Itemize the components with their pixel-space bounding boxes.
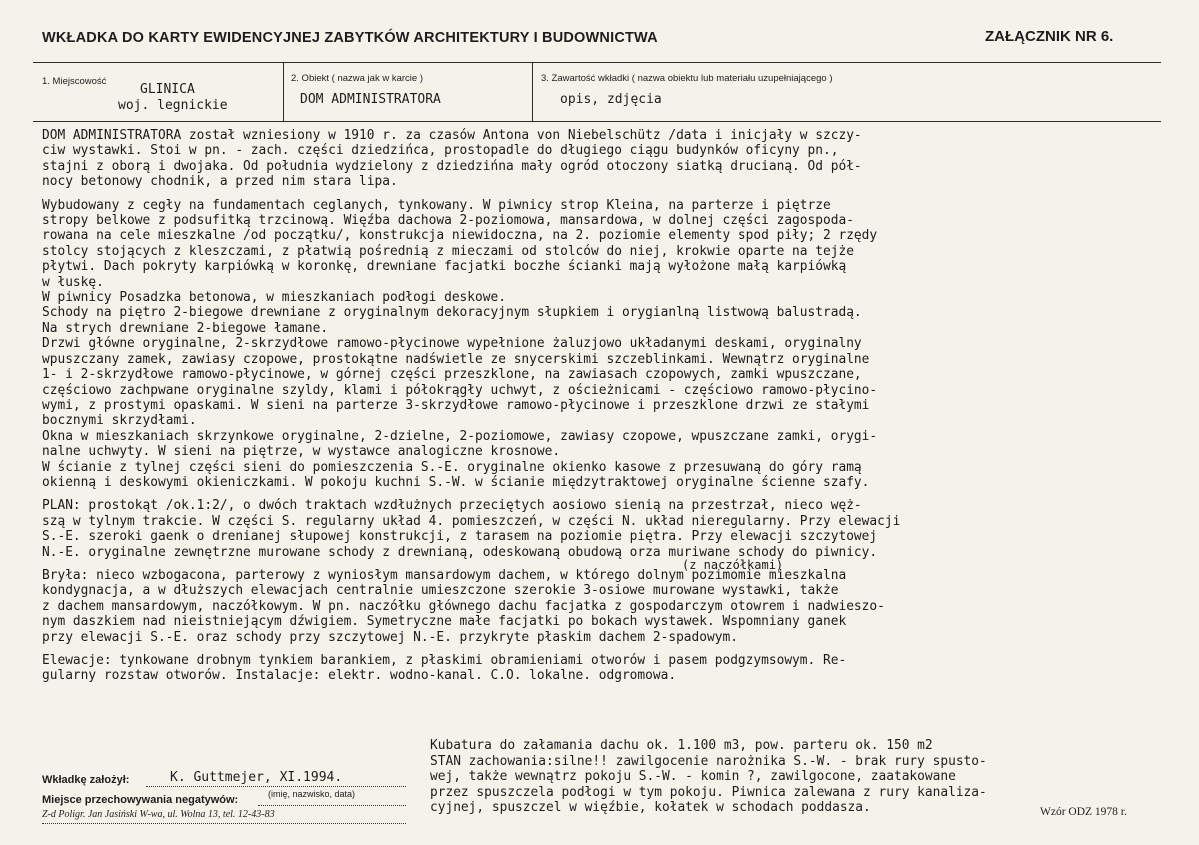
- body-line: z dachem mansardowym, naczółkowym. W pn. naczółku głównego dachu facjatka z gospodarczym otowrem i nadwieszo-: [42, 598, 885, 614]
- body-line: kondygnacja, a w dłuższych elewacjach centralnie umieszczone szerokie 3-osiowe murowane wystawki, także: [42, 583, 839, 599]
- body-line: przy elewacji S.-E. oraz schody przy szczytowej N.-E. przykryte płaskim dachem 2-spadowym.: [42, 629, 738, 645]
- contents-label: 3. Zawartość wkładki ( nazwa obiektu lub materiału uzupełniającego ): [541, 73, 833, 84]
- object-value: DOM ADMINISTRATORA: [300, 92, 441, 107]
- body-line: PLAN: prostokąt /ok.1:2/, o dwóch traktach wzdłużnych przeciętych aosiowo sienią na przestrzał, nieco węż-: [42, 498, 862, 514]
- body-line: stajni z oborą i dwojaka. Od południa wydzielony z dziedzińna mały ogród otoczony siatką drucianą. Od pół-: [42, 158, 862, 174]
- body-line: DOM ADMINISTRATORA został wzniesiony w 1910 r. za czasów Antona von Niebelschütz /data i inicjały w szczy-: [42, 128, 862, 143]
- body-line: wymi, z prostymi opaskami. W sieni na parterze 3-skrzydłowe ramowo-płycinowe i przeszklone drzwi ze stałymi: [42, 397, 870, 413]
- annex-number: ZAŁĄCZNIK NR 6.: [985, 28, 1114, 45]
- paragraph-massing: [42, 557, 900, 645]
- compiled-by-label: Wkładkę założył:: [42, 774, 130, 786]
- condition-line: STAN zachowania:silne!! zawilgocenie narożnika S.-W. - brak rury spusto-: [430, 754, 987, 769]
- compiled-by-value: K. Guttmejer, XI.1994.: [170, 770, 343, 785]
- body-line: okienną i deskowymi okieniczkami. W pokoju kuchni S.-W. w ścianie międzytraktowej oryginalne ścienne szafy.: [42, 474, 870, 490]
- body-line: Elewacje: tynkowane drobnym tynkiem barankiem, z płaskimi obramieniami otworów i pasem podgzymsowym. Re-: [42, 653, 847, 668]
- form-title: WKŁADKA DO KARTY EWIDENCYJNEJ ZABYTKÓW ARCHITEKTURY I BUDOWNICTWA: [42, 30, 658, 46]
- paragraph-history: [42, 128, 900, 190]
- body-line: płytwi. Dach pokryty karpiówką w koronkę, drewniane facjatki boczhe ścianki mają wyłożone małą karpiówką: [42, 259, 847, 275]
- paragraph-construction: [42, 198, 900, 491]
- body-line: bocznymi skrzydłami.: [42, 413, 197, 429]
- negatives-label: Miejsce przechowywania negatywów:: [42, 794, 239, 806]
- locality-label: 1. Miejscowość: [42, 76, 107, 87]
- negatives-line-2: [42, 823, 406, 824]
- body-line: Wybudowany z cegły na fundamentach ceglanych, tynkowany. W piwnicy strop Kleina, na parterze i piętrze: [42, 197, 831, 213]
- condition-line: wej, także wewnątrz pokoju S.-W. - komin ?, zawilgocone, zaatakowane: [430, 769, 956, 785]
- body-line: rowana na cele mieszkalne /od początku/, konstrukcja niewidoczna, na 2. poziomie elementy spod piły; 2 rzędy: [42, 228, 878, 244]
- body-line: wpuszczany zamek, zawiasy czopowe, prostokątne nadświetle ze snycerskimi szczeblinkami. Wewnątrz oryginalne: [42, 351, 870, 367]
- paragraph-plan: [42, 498, 900, 560]
- form-id: Wzór ODZ 1978 r.: [1040, 806, 1127, 818]
- body-line: nalne uchwyty. W sieni na piętrze, w wystawce analogiczne krosnowe.: [42, 444, 561, 460]
- printer-imprint: Z-d Poligr. Jan Jasiński W-wa, ul. Wolna 13, tel. 12-43-83: [42, 809, 275, 820]
- body-line: Schody na piętro 2-biegowe drewniane z oryginalnym dekoracyjnym słupkiem i orygianlną listwową balustradą.: [42, 305, 862, 321]
- condition-line: cyjnej, spuszczel w więźbie, kołatek w schodach poddasza.: [430, 800, 871, 816]
- body-line: nocy betonowy chodnik, a przed nim stara lipa.: [42, 174, 398, 190]
- fields-bottom-border: [33, 121, 1161, 122]
- body-line: W ścianie z tylnej części sieni do pomieszczenia S.-E. oryginalne okienko kasowe z przesuwaną do góry ramą: [42, 459, 862, 475]
- body-line: nym daszkiem nad nieistniejącym dźwigiem. Symetryczne małe facjatki po bokach wystawek. Wspomniany ganek: [42, 614, 847, 630]
- body-line: 1- i 2-skrzydłowe ramowo-płycinowe, w górnej części przeszklone, na zawiasach czopowych, zamki wpuszczane,: [42, 367, 862, 383]
- negatives-line: [258, 805, 406, 806]
- body-line: gularny rozstaw otworów. Instalacje: elektr. wodno-kanal. C.O. lokalne. odgromowa.: [42, 668, 677, 684]
- body-line: Drzwi główne oryginalne, 2-skrzydłowe ramowo-płycinowe wypełnione żaluzjowo układanymi deskami, oryginalny: [42, 336, 862, 352]
- condition-block: [430, 754, 987, 816]
- body-line: ciw wystawki. Stoi w pn. - zach. części dziedzińca, prostopadle do długiego ciągu budynków oficyny pn.,: [42, 143, 839, 159]
- top-border: [33, 62, 1161, 63]
- body-line: W piwnicy Posadzka betonowa, w mieszkaniach podłogi deskowe.: [42, 290, 506, 306]
- field-divider-2: [532, 62, 533, 121]
- paragraph-elevations: [42, 653, 900, 684]
- locality-value: GLINICA: [140, 82, 195, 97]
- body-line: częściowo zachpwane oryginalne szyldy, klami i półokrągły uchwyt, z ościeżnicami - częściowo ramowo-płycino-: [42, 382, 878, 398]
- body-line: stolcy stojących z kleszczami, z płatwią pośrednią z mieczami od stolców do niej, krokwie oparte na tejże: [42, 243, 854, 259]
- volume-info: Kubatura do załamania dachu ok. 1.100 m3, pow. parteru ok. 150 m2: [430, 738, 933, 753]
- body-line: szą w tylnym trakcie. W części S. regularny układ 4. pomieszczeń, w części N. układ nieregularny. Przy elewacji: [42, 513, 901, 529]
- body-line: Na strych drewniane 2-biegowe łamane.: [42, 320, 329, 336]
- compiled-by-hint: (imię, nazwisko, data): [268, 789, 356, 799]
- body-line: w łuskę.: [42, 274, 104, 290]
- field-divider-1: [283, 62, 284, 121]
- handwritten-insert: (z naczółkami): [682, 557, 784, 572]
- compiled-by-line: [146, 786, 406, 787]
- contents-value: opis, zdjęcia: [560, 92, 662, 107]
- body-line: Bryła: nieco wzbogacona, parterowy z wyniosłym mansardowym dachem, w którego dolnym pozimomie mieszkalna: [42, 567, 847, 583]
- body-line: stropy belkowe z podsufitką trzcinową. Więźba dachowa 2-poziomowa, mansardowa, w dolnej części zagospoda-: [42, 213, 854, 229]
- body-line: N.-E. oryginalne zewnętrzne murowane schody z drewnianą, odeskowaną obudową orza muriwane schody do piwnicy.: [42, 544, 878, 560]
- body-line: Okna w mieszkaniach skrzynkowe oryginalne, 2-dzielne, 2-poziomowe, zawiasy czopowe, wpuszczane zamki, orygi-: [42, 428, 878, 444]
- condition-line: przez spuszczela podłogi w tym pokoju. Piwnica zalewana z rury kanaliza-: [430, 784, 987, 800]
- province-value: woj. legnickie: [118, 98, 228, 113]
- description-body: [42, 128, 900, 692]
- body-line: S.-E. szeroki gaenk o drenianej słupowej konstrukcji, z tarasem na poziomie piętra. Przy elewacji szczytowej: [42, 529, 878, 545]
- object-label: 2. Obiekt ( nazwa jak w karcie ): [291, 73, 423, 84]
